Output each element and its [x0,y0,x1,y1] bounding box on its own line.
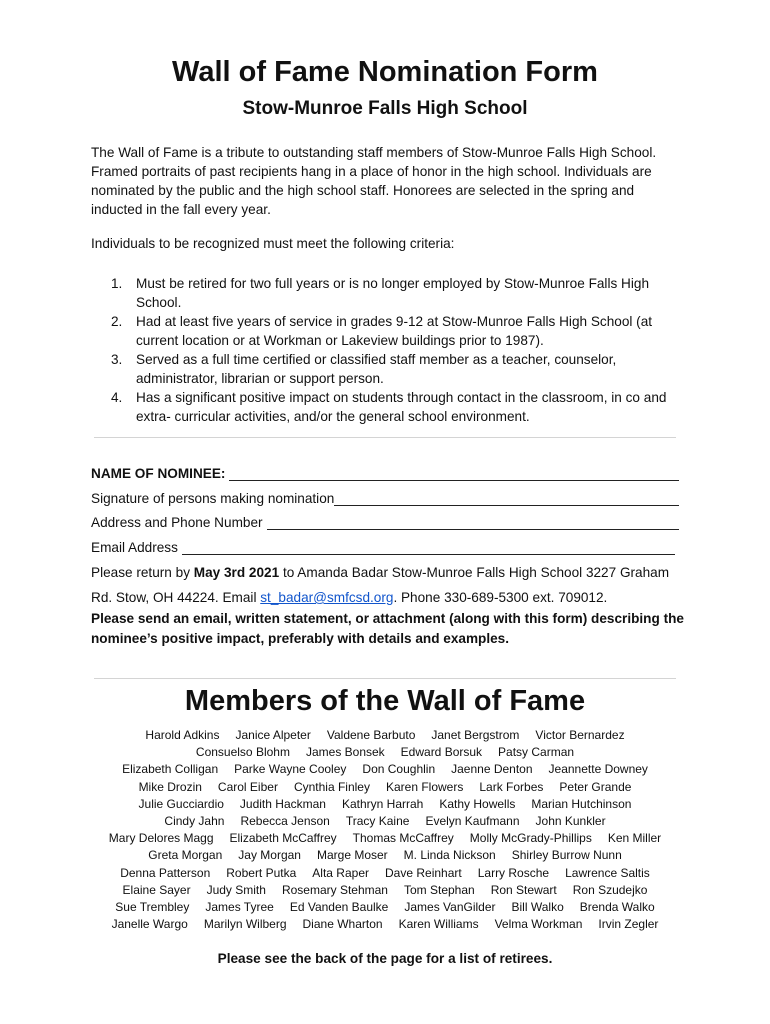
member-row [85,744,685,761]
member-name: Brenda Walko [579,899,655,914]
email-field[interactable] [91,535,675,555]
member-name: James Bonsek [305,745,385,760]
member-name: Kathy Howells [439,796,516,811]
criteria-text: Must be retired for two full years or is no longer employed by Stow-Munroe Falls High School. [136,276,650,310]
member-name: Janelle Wargo [111,917,188,932]
member-name: Tom Stephan [403,882,475,897]
member-name: Jaenne Denton [451,762,533,777]
member-name: Lark Forbes [479,779,544,794]
member-row [85,882,685,899]
signature-label: Signature of persons making nomination [91,491,335,506]
member-name: Dave Reinhart [385,865,462,880]
member-name: Harold Adkins [145,728,220,742]
member-name: Denna Patterson [120,865,211,880]
member-name: Parke Wayne Cooley [234,762,347,777]
member-name: Mike Drozin [138,779,202,794]
member-row [85,813,685,830]
member-name: Robert Putka [226,865,297,880]
member-name: Irvin Zegler [598,917,659,932]
member-name: Consuelso Blohm [195,745,290,760]
member-name: Elizabeth McCaffrey [229,831,337,846]
intro-paragraph: The Wall of Fame is a tribute to outstanding staff members of Stow-Munroe Falls High School. Framed portraits of past recipients hang in a place of honor in the high school. Individuals are nominated by the public and the high school staff. Honorees are selected in the spring and inducted in the fall every year. [91,145,657,217]
member-name: Elizabeth Colligan [122,762,219,777]
criteria-item [91,274,691,312]
member-name: Lawrence Saltis [565,865,650,880]
criteria-item [91,350,691,388]
member-row [85,865,685,882]
member-row [85,779,685,796]
member-name: Jeannette Downey [548,762,648,777]
member-name: Rosemary Stehman [281,882,388,897]
footer-note: Please see the back of the page for a list of retirees. [217,951,553,966]
member-name: Janet Bergstrom [431,728,520,742]
criteria-lead: Individuals to be recognized must meet the following criteria: [91,236,455,251]
member-name: Larry Rosche [477,865,550,880]
member-name: Patsy Carman [498,745,575,760]
member-name: Carol Eiber [217,779,278,794]
member-name: Cynthia Finley [293,779,370,794]
criteria-text: Has a significant positive impact on students through contact in the classroom, in co and extra- curricular activities, and/or the general school environment. [136,390,667,424]
criteria-list [91,274,691,426]
member-row [85,761,685,778]
member-name: Marilyn Wilberg [203,917,287,932]
criteria-number: 3. [111,352,123,367]
divider [94,437,676,438]
member-name: James Tyree [205,899,274,914]
member-name: M. Linda Nickson [403,848,496,863]
member-name: John Kunkler [535,813,606,828]
member-name: Tracy Kaine [345,813,410,828]
signature-line[interactable] [334,490,679,506]
return-deadline: May 3rd 2021 [193,565,280,580]
member-name: Karen Williams [398,917,479,932]
member-name: Velma Workman [494,917,583,932]
member-row [85,830,685,847]
return-instructions [91,560,691,610]
member-name: Elaine Sayer [122,882,191,897]
member-name: Alta Raper [312,865,369,880]
member-name: Victor Bernardez [535,728,625,742]
member-name: Janice Alpeter [235,728,311,742]
member-name: Jay Morgan [238,848,301,863]
divider [94,678,676,679]
member-name: Ron Stewart [490,882,557,897]
email-line[interactable] [182,539,675,555]
nominee-name-line[interactable] [229,465,679,481]
member-name: Valdene Barbuto [326,728,416,742]
member-name: Cindy Jahn [164,813,225,828]
criteria-item [91,312,691,350]
address-phone-field[interactable] [91,510,679,530]
member-name: Thomas McCaffrey [352,831,454,846]
member-name: Ken Miller [607,831,662,846]
member-name: James VanGilder [404,899,496,914]
school-subtitle: Stow-Munroe Falls High School [242,98,528,119]
member-name: Rebecca Jenson [240,813,330,828]
signature-field[interactable] [91,486,679,506]
address-phone-label: Address and Phone Number [91,515,263,530]
criteria-number: 2. [111,314,123,329]
member-name: Greta Morgan [148,848,223,863]
member-name: Molly McGrady-Phillips [469,831,592,846]
member-row [85,727,685,744]
member-name: Marian Hutchinson [531,796,632,811]
member-name: Sue Trembley [115,899,190,914]
criteria-number: 4. [111,390,123,405]
member-name: Shirley Burrow Nunn [511,848,622,863]
member-name: Ed Vanden Baulke [289,899,389,914]
address-phone-line[interactable] [267,514,679,530]
member-row [85,796,685,813]
return-address: to Amanda Badar Stow-Munroe Falls High School 3227 Graham Rd. Stow, OH 44224. Email [91,565,670,605]
member-row [85,899,685,916]
page-title: Wall of Fame Nomination Form [172,56,598,88]
member-name: Judith Hackman [239,796,326,811]
return-prefix: Please return by [91,565,194,580]
member-name: Mary Delores Magg [108,831,214,846]
member-name: Evelyn Kaufmann [425,813,520,828]
members-names [85,727,685,933]
member-name: Don Coughlin [362,762,436,777]
member-name: Marge Moser [316,848,388,863]
email-label: Email Address [91,540,178,555]
member-name: Kathryn Harrah [341,796,424,811]
nominee-name-field[interactable] [91,461,679,481]
member-name: Karen Flowers [385,779,464,794]
member-name: Julie Gucciardio [138,796,224,811]
member-name: Judy Smith [206,882,266,897]
criteria-text: Had at least five years of service in grades 9-12 at Stow-Munroe Falls High School (at current location or at Workman or Lakeview buildings prior to 1987). [136,314,653,348]
member-name: Peter Grande [559,779,632,794]
contact-email-link[interactable]: st_badar@smfcsd.org [260,590,394,605]
member-name: Bill Walko [511,899,564,914]
member-name: Edward Borsuk [400,745,483,760]
criteria-item [91,388,691,426]
criteria-number: 1. [111,276,123,291]
members-title: Members of the Wall of Fame [184,685,586,717]
member-row [85,847,685,864]
submission-note: Please send an email, written statement, or attachment (along with this form) describing the nominee’s positive impact, preferably with details and examples. [91,611,684,646]
nominee-name-label: NAME OF NOMINEE: [91,466,226,481]
member-name: Diane Wharton [302,917,383,932]
return-phone: . Phone 330-689-5300 ext. 709012. [393,590,608,605]
member-name: Ron Szudejko [572,882,648,897]
criteria-text: Served as a full time certified or classified staff member as a teacher, counselor, administrator, librarian or support person. [136,352,617,386]
member-row [85,916,685,933]
